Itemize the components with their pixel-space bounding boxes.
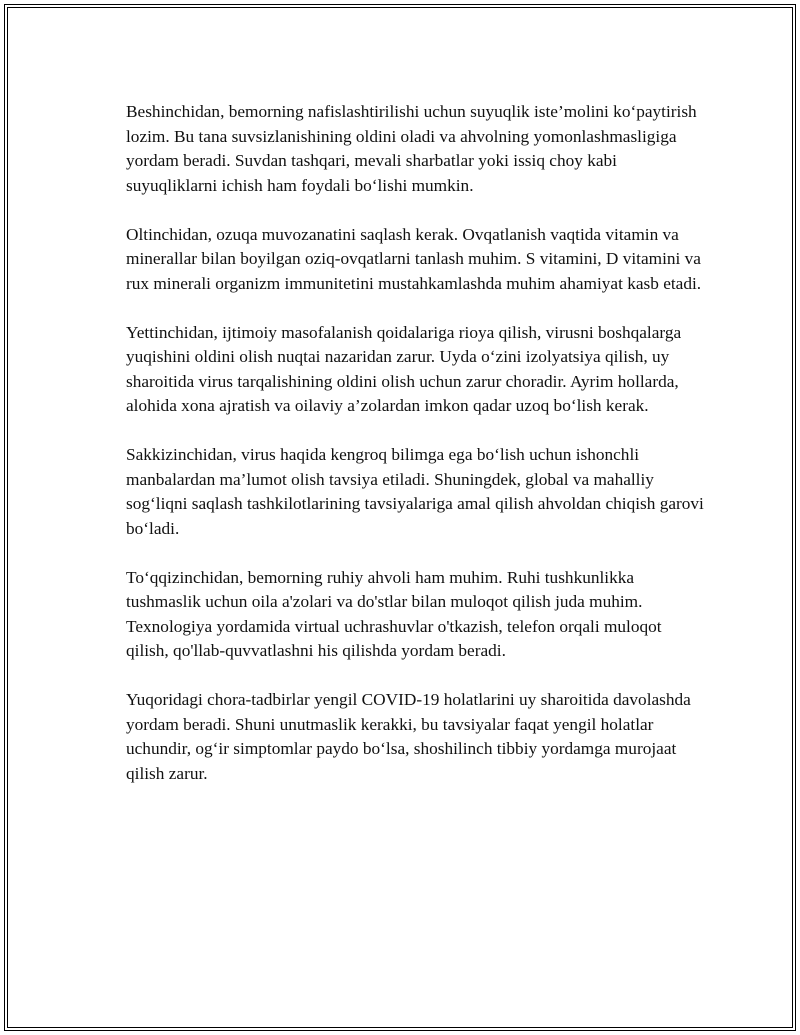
- paragraph-eighth-recommendation: Sakkizinchidan, virus haqida kengroq bilimga ega bo‘lish uchun ishonchli manbalardan ma’lumot olish tavsiya etiladi. Shuningdek, global va mahalliy sog‘liqni saqlash tashkilotlarining tavsiyalariga amal qilish ahvoldan chiqish garovi bo‘ladi.: [126, 445, 704, 538]
- document-body: [126, 100, 706, 811]
- page-border: [4, 4, 796, 1031]
- paragraph-ninth-recommendation: To‘qqizinchidan, bemorning ruhiy ahvoli ham muhim. Ruhi tushkunlikka tushmaslik uchun oila a'zolari va do'stlar bilan muloqot qilish juda muhim. Texnologiya yordamida virtual uchrashuvlar o'tkazish, telefon orqali muloqot qilish, qo'llab-quvvatlashni his qilishda yordam beradi.: [126, 567, 662, 660]
- paragraph-sixth-recommendation: Oltinchidan, ozuqa muvozanatini saqlash kerak. Ovqatlanish vaqtida vitamin va minerallar bilan boyilgan oziq-ovqatlarni tanlash muhim. S vitamini, D vitamini va rux minerali organizm immunitetini mustahkamlashda muhim ahamiyat kasb etadi.: [126, 224, 702, 293]
- paragraph-seventh-recommendation: Yettinchidan, ijtimoiy masofalanish qoidalariga rioya qilish, virusni boshqalarga yuqishini oldini olish nuqtai nazaridan zarur. Uyda o‘zini izolyatsiya qilish, uy sharoitida virus tarqalishining oldini olish uchun zarur choradir. Ayrim hollarda, alohida xona ajratish va oilaviy a’zolardan imkon qadar uzoq bo‘lish kerak.: [126, 322, 682, 415]
- paragraph-fifth-recommendation: Beshinchidan, bemorning nafislashtirilishi uchun suyuqlik iste’molini ko‘paytirish lozim. Bu tana suvsizlanishining oldini oladi va ahvolning yomonlashmasligiga yordam beradi. Suvdan tashqari, mevali sharbatlar yoki issiq choy kabi suyuqliklarni ichish ham foydali bo‘lishi mumkin.: [126, 102, 697, 195]
- paragraph-conclusion: Yuqoridagi chora-tadbirlar yengil COVID-19 holatlarini uy sharoitida davolashda yordam beradi. Shuni unutmaslik kerakki, bu tavsiyalar faqat yengil holatlar uchundir, og‘ir simptomlar paydo bo‘lsa, shoshilinch tibbiy yordamga murojaat qilish zarur.: [126, 690, 691, 783]
